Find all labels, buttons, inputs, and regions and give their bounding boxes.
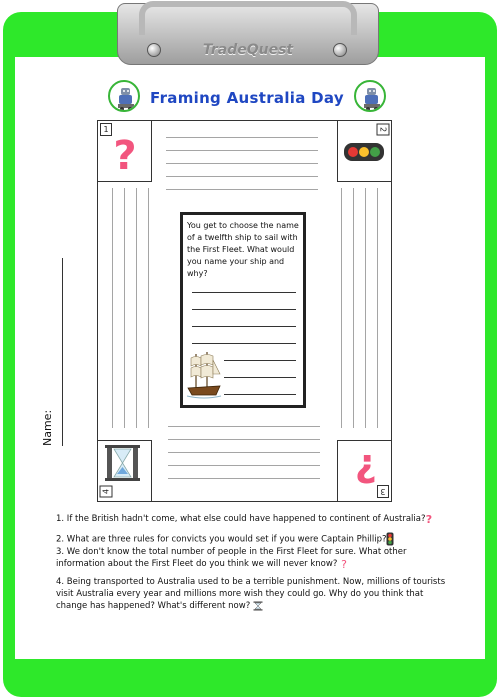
writing-line-top (166, 137, 318, 138)
question-2-text: 2. What are three rules for convicts you would set if you were Captain Phillip? (56, 534, 387, 545)
writing-line-bottom (168, 426, 320, 427)
answer-line (224, 394, 296, 395)
writing-line-left (148, 188, 149, 428)
writing-line-left (124, 188, 125, 428)
writing-line-top (166, 163, 318, 164)
writing-line-top (166, 176, 318, 177)
name-label: Name: (41, 409, 54, 446)
writing-line-bottom (168, 465, 320, 466)
svg-text:?: ? (354, 446, 378, 490)
question-mark-icon (425, 513, 433, 524)
clip-brand-text: TradeQuest (202, 42, 294, 58)
writing-line-right (377, 188, 378, 428)
question-2 (56, 532, 456, 546)
tradequest-mascot-logo-left (108, 80, 140, 112)
question-3-text: 3. We don't know the total number of people in the First Fleet for sure. What other information about the First Fleet do you think we will never know? (56, 547, 407, 569)
writing-line-right (341, 188, 342, 428)
answer-line (224, 377, 296, 378)
svg-text:?: ? (426, 513, 433, 524)
answer-line (224, 360, 296, 361)
writing-line-bottom (168, 452, 320, 453)
answer-line (192, 292, 296, 293)
writing-line-left (112, 188, 113, 428)
hourglass-icon (253, 601, 263, 611)
question-4 (56, 576, 456, 612)
name-write-line[interactable] (62, 258, 63, 446)
corner-number-3: 3 (377, 485, 389, 498)
sailing-ship-icon (186, 350, 222, 400)
corner-number-4: 4 (100, 486, 113, 498)
question-1-text: 1. If the British hadn't come, what else could have happened to continent of Australia? (56, 514, 426, 524)
clip-ring (139, 1, 357, 35)
center-prompt-text: You get to choose the name of a twelfth ship to sail with the First Fleet. What would you name your ship and why? (187, 221, 299, 278)
clipboard-clip (117, 3, 379, 71)
question-1 (56, 513, 456, 525)
writing-line-left (136, 188, 137, 428)
svg-text:?: ? (113, 133, 137, 179)
writing-line-bottom (168, 478, 320, 479)
writing-line-right (353, 188, 354, 428)
corner-number-1: 1 (100, 123, 112, 136)
question-3 (56, 546, 456, 570)
writing-line-bottom (168, 439, 320, 440)
answer-line (192, 309, 296, 310)
page-title: Framing Australia Day (150, 89, 344, 107)
answer-line (192, 326, 296, 327)
writing-line-right (365, 188, 366, 428)
writing-line-top (166, 150, 318, 151)
corner-number-2: 2 (377, 124, 390, 136)
answer-line (192, 343, 296, 344)
question-mark-icon (340, 558, 348, 569)
traffic-light-icon (386, 532, 394, 546)
writing-line-top (166, 189, 318, 190)
tradequest-mascot-logo-right (354, 80, 386, 112)
svg-text:?: ? (341, 558, 347, 569)
question-4-text: 4. Being transported to Australia used to be a terrible punishment. Now, millions of tourists visit Australia every year and millions more wish they could go. Why do you think that change has happened? What's different now? (56, 577, 446, 611)
